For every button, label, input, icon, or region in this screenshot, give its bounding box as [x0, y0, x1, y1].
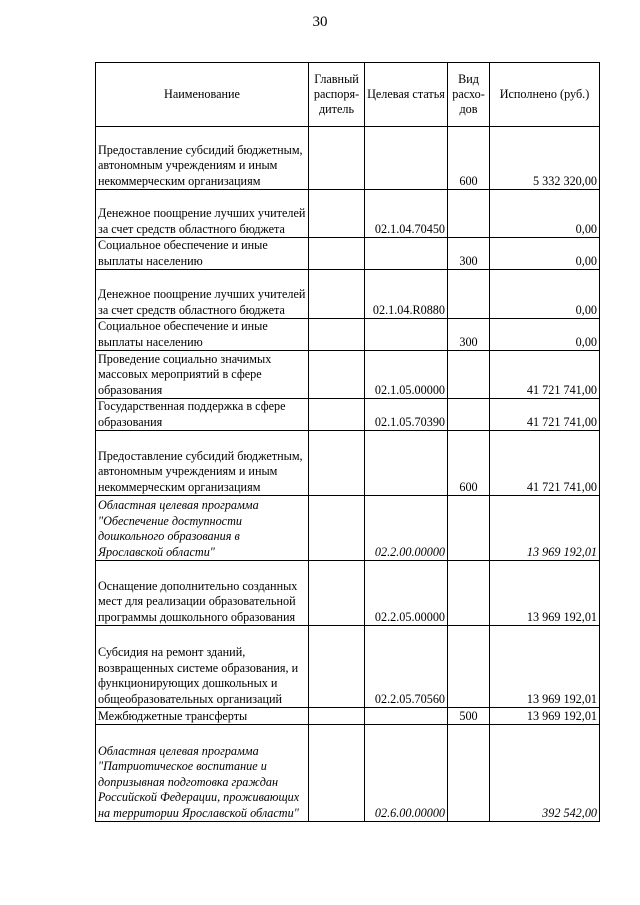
table-row	[96, 399, 600, 431]
row-main-manager	[309, 319, 365, 351]
header-main-manager: Главный распоря-дитель	[309, 63, 365, 127]
row-name: Социальное обеспечение и иные выплаты населению	[96, 319, 309, 351]
row-executed: 13 969 192,01	[490, 708, 600, 725]
header-name: Наименование	[96, 63, 309, 127]
row-name: Межбюджетные трансферты	[96, 708, 309, 725]
row-target-article: 02.2.05.00000	[365, 561, 448, 626]
row-executed: 0,00	[490, 270, 600, 319]
row-main-manager	[309, 626, 365, 708]
row-target-article	[365, 708, 448, 725]
row-main-manager	[309, 431, 365, 496]
row-expense-kind	[448, 270, 490, 319]
row-main-manager	[309, 725, 365, 822]
row-executed: 41 721 741,00	[490, 399, 600, 431]
row-main-manager	[309, 399, 365, 431]
row-name: Областная целевая программа "Обеспечение доступности дошкольного образования в Ярославской области"	[96, 496, 309, 561]
row-target-article	[365, 431, 448, 496]
page-number: 30	[312, 14, 328, 30]
table-row	[96, 351, 600, 399]
row-target-article: 02.6.00.00000	[365, 725, 448, 822]
row-name: Субсидия на ремонт зданий, возвращенных системе образования, и функционирующих дошкольных и общеобразовательных организаций	[96, 626, 309, 708]
row-main-manager	[309, 351, 365, 399]
row-expense-kind	[448, 561, 490, 626]
row-target-article: 02.1.04.R0880	[365, 270, 448, 319]
row-expense-kind	[448, 496, 490, 561]
row-name: Социальное обеспечение и иные выплаты населению	[96, 238, 309, 270]
row-name: Оснащение дополнительно созданных мест для реализации образовательной программы дошкольного образования	[96, 561, 309, 626]
row-executed: 41 721 741,00	[490, 431, 600, 496]
row-target-article: 02.2.05.70560	[365, 626, 448, 708]
table-row	[96, 190, 600, 238]
row-expense-kind	[448, 190, 490, 238]
row-target-article: 02.2.00.00000	[365, 496, 448, 561]
row-expense-kind	[448, 725, 490, 822]
row-main-manager	[309, 561, 365, 626]
row-name: Проведение социально значимых массовых мероприятий в сфере образования	[96, 351, 309, 399]
row-expense-kind: 300	[448, 238, 490, 270]
row-main-manager	[309, 270, 365, 319]
header-expense-kind: Вид расхо-дов	[448, 63, 490, 127]
row-executed: 0,00	[490, 319, 600, 351]
header-executed: Исполнено (руб.)	[490, 63, 600, 127]
row-name: Предоставление субсидий бюджетным, автономным учреждениям и иным некоммерческим организациям	[96, 431, 309, 496]
table-row	[96, 319, 600, 351]
row-expense-kind	[448, 399, 490, 431]
row-main-manager	[309, 127, 365, 190]
row-main-manager	[309, 190, 365, 238]
table-row	[96, 561, 600, 626]
table-row	[96, 238, 600, 270]
table-row	[96, 725, 600, 822]
table-row	[96, 626, 600, 708]
row-main-manager	[309, 238, 365, 270]
row-name: Денежное поощрение лучших учителей за счет средств областного бюджета	[96, 270, 309, 319]
row-target-article: 02.1.04.70450	[365, 190, 448, 238]
row-target-article: 02.1.05.00000	[365, 351, 448, 399]
row-executed: 13 969 192,01	[490, 496, 600, 561]
row-name: Денежное поощрение лучших учителей за счет средств областного бюджета	[96, 190, 309, 238]
row-expense-kind	[448, 626, 490, 708]
row-expense-kind: 500	[448, 708, 490, 725]
table-row	[96, 431, 600, 496]
row-expense-kind: 600	[448, 431, 490, 496]
row-main-manager	[309, 708, 365, 725]
row-target-article	[365, 238, 448, 270]
row-executed: 13 969 192,01	[490, 561, 600, 626]
row-expense-kind: 600	[448, 127, 490, 190]
row-executed: 13 969 192,01	[490, 626, 600, 708]
row-executed: 5 332 320,00	[490, 127, 600, 190]
row-target-article	[365, 319, 448, 351]
row-executed: 0,00	[490, 190, 600, 238]
row-expense-kind	[448, 351, 490, 399]
row-expense-kind: 300	[448, 319, 490, 351]
row-main-manager	[309, 496, 365, 561]
budget-table	[95, 62, 600, 822]
row-name: Областная целевая программа "Патриотическое воспитание и допризывная подготовка граждан Российской Федерации, проживающих на территории Ярославской области"	[96, 725, 309, 822]
row-name: Предоставление субсидий бюджетным, автономным учреждениям и иным некоммерческим организациям	[96, 127, 309, 190]
row-executed: 392 542,00	[490, 725, 600, 822]
table-row	[96, 708, 600, 725]
table-header-row	[96, 63, 600, 127]
table-row	[96, 496, 600, 561]
header-target-article: Целевая статья	[365, 63, 448, 127]
row-executed: 0,00	[490, 238, 600, 270]
table-row	[96, 127, 600, 190]
table-body	[96, 127, 600, 822]
row-executed: 41 721 741,00	[490, 351, 600, 399]
row-target-article	[365, 127, 448, 190]
row-target-article: 02.1.05.70390	[365, 399, 448, 431]
row-name: Государственная поддержка в сфере образования	[96, 399, 309, 431]
table-row	[96, 270, 600, 319]
